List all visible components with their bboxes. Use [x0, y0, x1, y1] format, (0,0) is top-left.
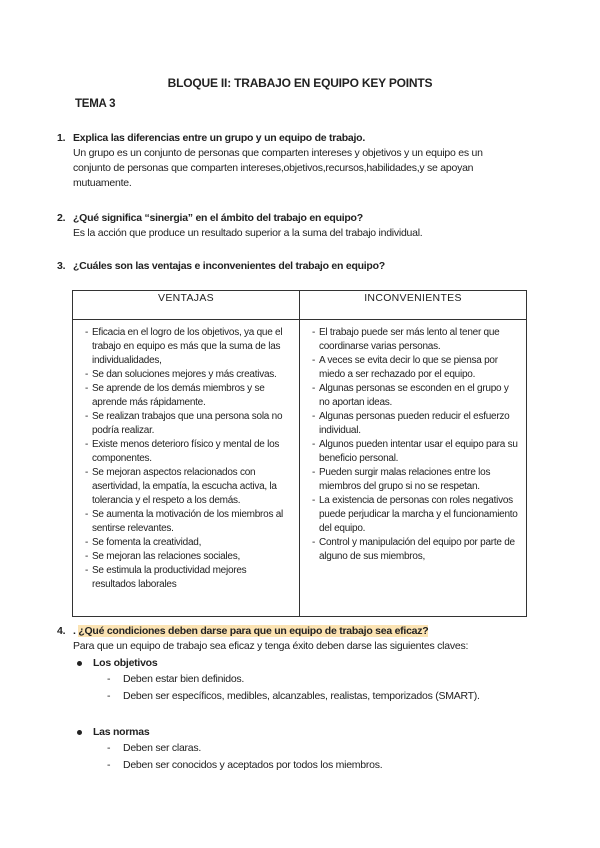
table-list-item: - A veces se evita decir lo que se piensa por miedo a ser rechazado por el equipo. [312, 354, 518, 382]
table-list-item: - La existencia de personas con roles negativos puede perjudicar la marcha y el funcionamiento del equipo. [312, 494, 518, 536]
question-text: Explica las diferencias entre un grupo y un equipo de trabajo. [73, 132, 365, 144]
table-list-item: - Se dan soluciones mejores y más creativas. [85, 368, 291, 382]
table-list-item: - Se aprende de los demás miembros y se aprende más rápidamente. [85, 382, 291, 410]
answer-text: Es la acción que produce un resultado superior a la suma del trabajo individual. [73, 227, 423, 239]
table-list-item: - Se estimula la productividad mejores resultados laborales [85, 564, 291, 592]
question-2 [57, 211, 527, 241]
question-number: 2. [57, 212, 66, 224]
bullet-icon [77, 730, 82, 735]
key-label: Las normas [93, 726, 150, 738]
question-text: ¿Cuáles son las ventajas e inconvenientes del trabajo en equipo? [73, 260, 385, 272]
key-objetivos [57, 656, 527, 705]
table-list-item: - Se aumenta la motivación de los miembros al sentirse relevantes. [85, 508, 291, 536]
table-list-item: - Existe menos deterioro físico y mental de los componentes. [85, 438, 291, 466]
table-list-item: - Control y manipulación del equipo por parte de alguno de sus miembros, [312, 536, 518, 564]
document-title: BLOQUE II: TRABAJO EN EQUIPO KEY POINTS [167, 76, 433, 90]
question-3 [57, 259, 527, 274]
column-header-ventajas: VENTAJAS [73, 291, 300, 320]
question-text: ¿Qué significa “sinergia” en el ámbito del trabajo en equipo? [73, 212, 363, 224]
table-list-item: - Algunas personas pueden reducir el esfuerzo individual. [312, 410, 518, 438]
question-prefix: . [73, 625, 79, 637]
table-list-item: - Eficacia en el logro de los objetivos, ya que el trabajo en equipo es más que la suma de las individualidades, [85, 326, 291, 368]
list-item: - Deben ser conocidos y aceptados por todos los miembros. [107, 759, 383, 771]
answer-text: Para que un equipo de trabajo sea eficaz y tenga éxito deben darse las siguientes claves: [73, 640, 469, 652]
key-normas [57, 725, 527, 774]
inconvenientes-cell [300, 320, 527, 617]
table-list-item: - Se mejoran las relaciones sociales, [85, 550, 291, 564]
inconvenientes-list [312, 326, 518, 564]
list-item: - Deben ser específicos, medibles, alcanzables, realistas, temporizados (SMART). [107, 690, 480, 702]
section-heading: TEMA 3 [75, 98, 116, 110]
question-text: ¿Qué condiciones deben darse para que un equipo de trabajo sea eficaz? [78, 625, 429, 637]
table-list-item: - Algunas personas se esconden en el grupo y no aportan ideas. [312, 382, 518, 410]
list-item: - Deben ser claras. [107, 742, 202, 754]
question-number: 1. [57, 132, 66, 144]
table-list-item: - Se fomenta la creatividad, [85, 536, 291, 550]
table-list-item: - Se realizan trabajos que una persona sola no podría realizar. [85, 410, 291, 438]
column-header-inconvenientes: INCONVENIENTES [300, 291, 527, 320]
ventajas-list [85, 326, 291, 592]
table-list-item: - El trabajo puede ser más lento al tener que coordinarse varias personas. [312, 326, 518, 354]
table-list-item: - Algunos pueden intentar usar el equipo para su beneficio personal. [312, 438, 518, 466]
ventajas-cell [73, 320, 300, 617]
question-number: 3. [57, 260, 66, 272]
bullet-icon [77, 661, 82, 666]
question-number: 4. [57, 625, 66, 637]
question-1 [57, 131, 527, 191]
key-label: Los objetivos [93, 657, 158, 669]
table-list-item: - Pueden surgir malas relaciones entre los miembros del grupo si no se respetan. [312, 466, 518, 494]
list-item: - Deben estar bien definidos. [107, 673, 245, 685]
question-4 [57, 624, 527, 774]
answer-text: Un grupo es un conjunto de personas que comparten intereses y objetivos y un equipo es un conjunto de personas que comparten intereses,objetivos,recursos,habilidades,y se apoyan mutuamente. [73, 147, 483, 189]
table-list-item: - Se mejoran aspectos relacionados con asertividad, la empatía, la escucha activa, la tolerancia y el respeto a los demás. [85, 466, 291, 508]
advantages-disadvantages-table [72, 290, 527, 617]
